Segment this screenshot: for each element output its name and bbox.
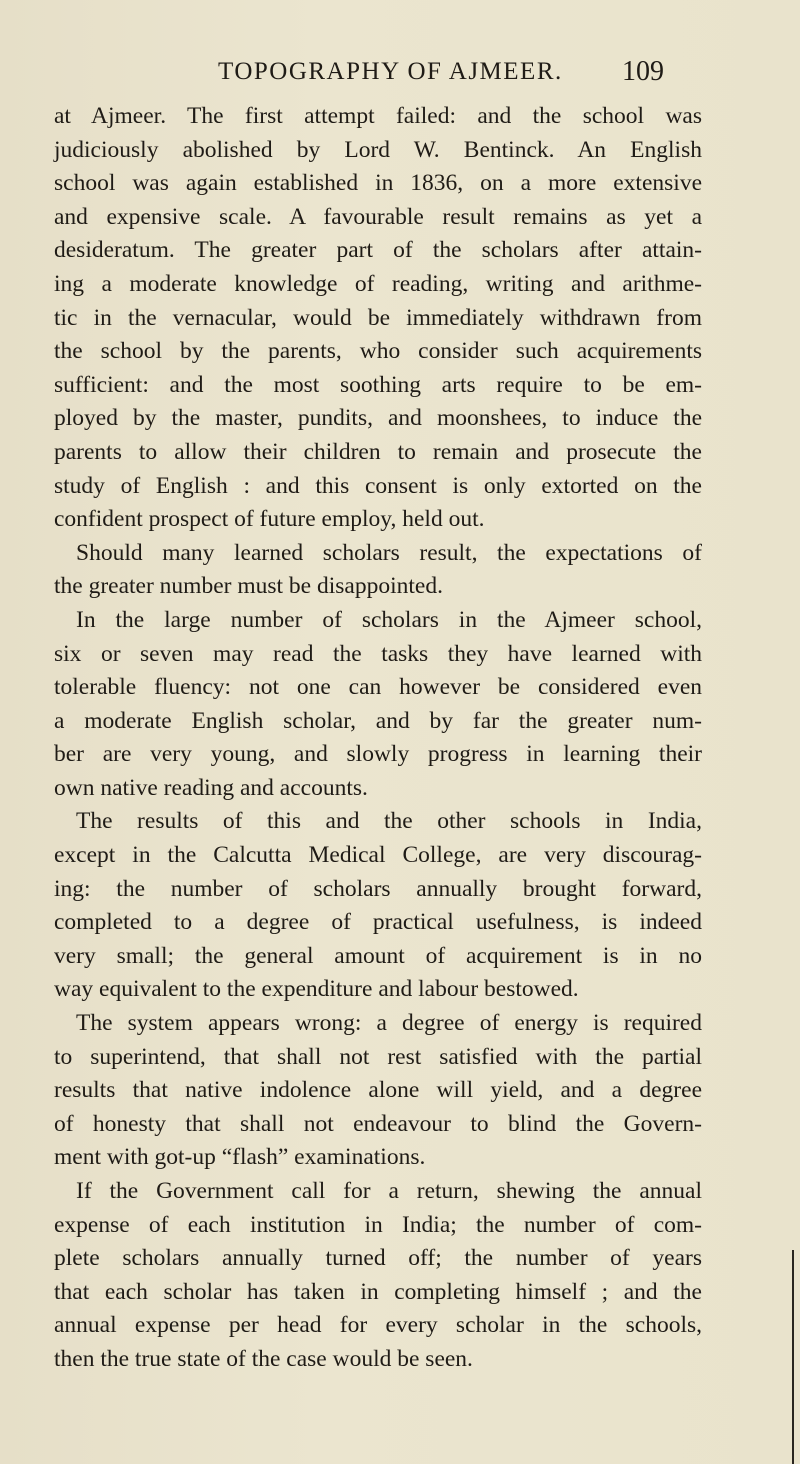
text-line: that each scholar has taken in completing himself ; and the (54, 1278, 702, 1305)
page-edge-shadow (792, 1250, 794, 1464)
text-line: except in the Calcutta Medical College, are very discourag- (54, 842, 702, 869)
text-line: plete scholars annually turned off; the number of years (54, 1245, 702, 1272)
text-line: If the Government call for a return, shewing the annual (76, 1178, 702, 1204)
text-line: then the true state of the case would be seen. (54, 1345, 473, 1372)
text-line: ment with got-up “flash” examinations. (54, 1144, 426, 1171)
text-line: very small; the general amount of acquirement is in no (54, 942, 702, 969)
text-line: ployed by the master, pundits, and moonshees, to induce the (54, 405, 702, 432)
text-line: desideratum. The greater part of the scholars after attain- (54, 237, 702, 264)
text-line: results that native indolence alone will yield, and a degree (54, 1077, 702, 1104)
text-line: a moderate English scholar, and by far the greater num- (54, 707, 702, 734)
text-line: way equivalent to the expenditure and labour bestowed. (54, 976, 579, 1003)
page-number: 109 (622, 56, 664, 87)
text-line: expense of each institution in India; the number of com- (54, 1211, 702, 1238)
text-line: tic in the vernacular, would be immediately withdrawn from (54, 304, 702, 331)
text-line: completed to a degree of practical usefulness, is indeed (54, 909, 702, 936)
text-line: study of English : and this consent is only extorted on the (54, 472, 702, 499)
text-line: the greater number must be disappointed. (54, 573, 443, 600)
text-line: Should many learned scholars result, the expectations of (76, 539, 702, 566)
running-title: TOPOGRAPHY OF AJMEER. (218, 58, 563, 85)
text-line: tolerable fluency: not one can however be considered even (54, 674, 702, 701)
text-line: the school by the parents, who consider such acquirements (54, 338, 702, 365)
page-header (0, 58, 800, 98)
text-line: own native reading and accounts. (54, 774, 368, 801)
text-line: to superintend, that shall not rest satisfied with the partial (54, 1043, 702, 1070)
text-line: school was again established in 1836, on a more extensive (54, 170, 702, 197)
text-line: at Ajmeer. The first attempt failed: and the school was (54, 103, 702, 129)
text-line: confident prospect of future employ, held out. (54, 506, 485, 533)
text-line: The system appears wrong: a degree of energy is required (76, 1010, 702, 1037)
text-line: six or seven may read the tasks they have learned with (54, 640, 702, 667)
text-line: ber are very young, and slowly progress in learning their (54, 741, 702, 768)
text-line: ing a moderate knowledge of reading, writing and arithme- (54, 270, 702, 297)
text-line: sufficient: and the most soothing arts require to be em- (54, 371, 702, 398)
body-text (54, 100, 702, 1377)
text-line: The results of this and the other schools in India, (76, 808, 702, 835)
text-line: ing: the number of scholars annually brought forward, (54, 875, 702, 902)
text-line: annual expense per head for every scholar in the schools, (54, 1312, 702, 1339)
text-line: and expensive scale. A favourable result remains as yet a (54, 203, 702, 230)
text-line: judiciously abolished by Lord W. Bentinck. An English (54, 136, 702, 163)
text-line: of honesty that shall not endeavour to blind the Govern- (54, 1110, 702, 1137)
text-line: In the large number of scholars in the Ajmeer school, (76, 606, 702, 633)
text-line: parents to allow their children to remain and prosecute the (54, 438, 702, 465)
